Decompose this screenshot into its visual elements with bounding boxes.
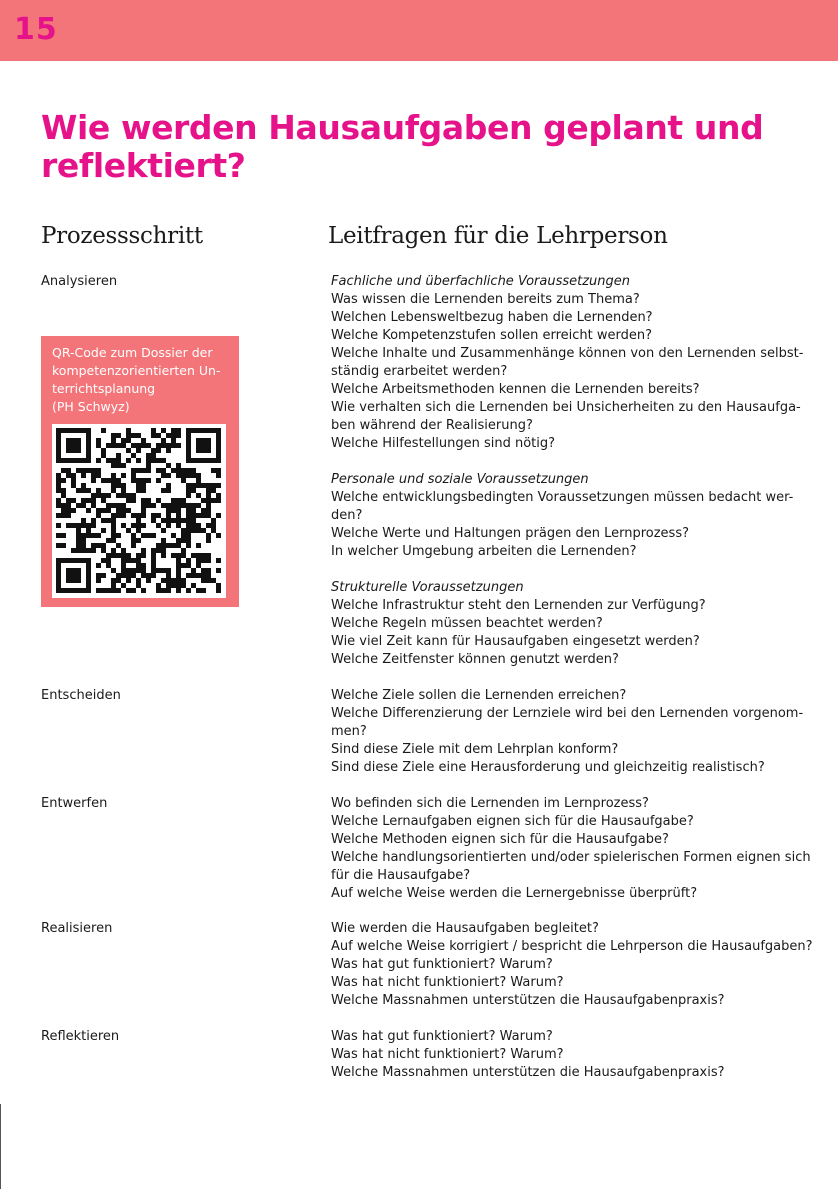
step-label-realisieren: Realisieren <box>41 921 113 936</box>
question-line: Auf welche Weise werden die Lernergebnisse überprüft? <box>331 886 698 901</box>
question-line: Welche Werte und Haltungen prägen den Lernprozess? <box>331 526 690 541</box>
question-line: Welche Regeln müssen beachtet werden? <box>331 616 603 631</box>
questions-realisieren <box>331 920 813 1010</box>
qr-caption-line: (PH Schwyz) <box>52 399 130 414</box>
page-edge-divider <box>0 1104 1 1189</box>
qr-caption-line: terrichtsplanung <box>52 381 156 396</box>
qr-caption-line: QR-Code zum Dossier der <box>52 345 213 360</box>
question-line: Was wissen die Lernenden bereits zum Thema? <box>331 292 640 307</box>
qr-caption <box>52 344 232 416</box>
questions-structural <box>331 579 706 669</box>
page-title <box>41 109 811 185</box>
question-line: Welche Methoden eignen sich für die Hausaufgabe? <box>331 832 669 847</box>
questions-analysieren <box>331 273 803 453</box>
question-line: Welchen Lebensweltbezug haben die Lernenden? <box>331 310 653 325</box>
question-line: Was hat gut funktioniert? Warum? <box>331 1029 553 1044</box>
question-line: Welche Massnahmen unterstützen die Hausaufgabenpraxis? <box>331 1065 725 1080</box>
step-label-entscheiden: Entscheiden <box>41 688 121 703</box>
question-line: Welche Lernaufgaben eignen sich für die Hausaufgabe? <box>331 814 694 829</box>
question-line: Was hat gut funktioniert? Warum? <box>331 957 553 972</box>
header-bar <box>0 0 838 61</box>
questions-entscheiden <box>331 687 803 777</box>
question-line: Welche Massnahmen unterstützen die Hausaufgabenpraxis? <box>331 993 725 1008</box>
page-number: 15 <box>14 12 58 47</box>
question-line: Wo befinden sich die Lernenden im Lernprozess? <box>331 796 649 811</box>
question-line: Welche entwicklungsbedingten Voraussetzungen müssen bedacht wer- <box>331 490 794 505</box>
qr-code-image[interactable] <box>52 424 226 598</box>
question-line: Wie viel Zeit kann für Hausaufgaben eingesetzt werden? <box>331 634 700 649</box>
question-subtitle: Personale und soziale Voraussetzungen <box>331 472 589 487</box>
questions-personal-social <box>331 471 793 561</box>
page-title-line: reflektiert? <box>41 146 246 185</box>
question-line: Welche Zeitfenster können genutzt werden? <box>331 652 619 667</box>
question-line: Welche Ziele sollen die Lernenden erreichen? <box>331 688 627 703</box>
question-line: ständig erarbeitet werden? <box>331 364 508 379</box>
question-line: Welche Hilfestellungen sind nötig? <box>331 436 556 451</box>
question-line: Wie verhalten sich die Lernenden bei Unsicherheiten zu den Hausaufga- <box>331 400 801 415</box>
question-line: Was hat nicht funktioniert? Warum? <box>331 1047 564 1062</box>
questions-entwerfen <box>331 795 811 903</box>
step-label-reflektieren: Reflektieren <box>41 1029 120 1044</box>
question-line: Auf welche Weise korrigiert / bespricht die Lehrperson die Hausaufgaben? <box>331 939 813 954</box>
question-line: Welche Arbeitsmethoden kennen die Lernenden bereits? <box>331 382 700 397</box>
question-line: Welche Kompetenzstufen sollen erreicht werden? <box>331 328 653 343</box>
page-title-line: Wie werden Hausaufgaben geplant und <box>41 108 764 147</box>
question-line: für die Hausaufgabe? <box>331 868 471 883</box>
question-line: Wie werden die Hausaufgaben begleitet? <box>331 921 599 936</box>
question-line: Welche handlungsorientierten und/oder spielerischen Formen eignen sich <box>331 850 811 865</box>
question-line: ben während der Realisierung? <box>331 418 533 433</box>
step-label-analysieren: Analysieren <box>41 274 118 289</box>
question-line: Welche Inhalte und Zusammenhänge können von den Lernenden selbst- <box>331 346 804 361</box>
question-line: Welche Differenzierung der Lernziele wird bei den Lernenden vorgenom- <box>331 706 804 721</box>
question-line: In welcher Umgebung arbeiten die Lernenden? <box>331 544 637 559</box>
question-line: Welche Infrastruktur steht den Lernenden zur Verfügung? <box>331 598 706 613</box>
question-subtitle: Fachliche und überfachliche Voraussetzungen <box>331 274 631 289</box>
qr-info-box <box>41 336 239 607</box>
question-subtitle: Strukturelle Voraussetzungen <box>331 580 524 595</box>
column-header-guiding-questions: Leitfragen für die Lehrperson <box>328 223 668 249</box>
qr-code-graphic <box>52 424 226 598</box>
question-line: Was hat nicht funktioniert? Warum? <box>331 975 564 990</box>
question-line: den? <box>331 508 363 523</box>
question-line: men? <box>331 724 367 739</box>
question-line: Sind diese Ziele mit dem Lehrplan konform? <box>331 742 619 757</box>
column-header-process-step: Prozessschritt <box>41 223 203 249</box>
questions-reflektieren <box>331 1028 725 1082</box>
question-line: Sind diese Ziele eine Herausforderung und gleichzeitig realistisch? <box>331 760 765 775</box>
step-label-entwerfen: Entwerfen <box>41 796 108 811</box>
qr-caption-line: kompetenzorientierten Un- <box>52 363 221 378</box>
